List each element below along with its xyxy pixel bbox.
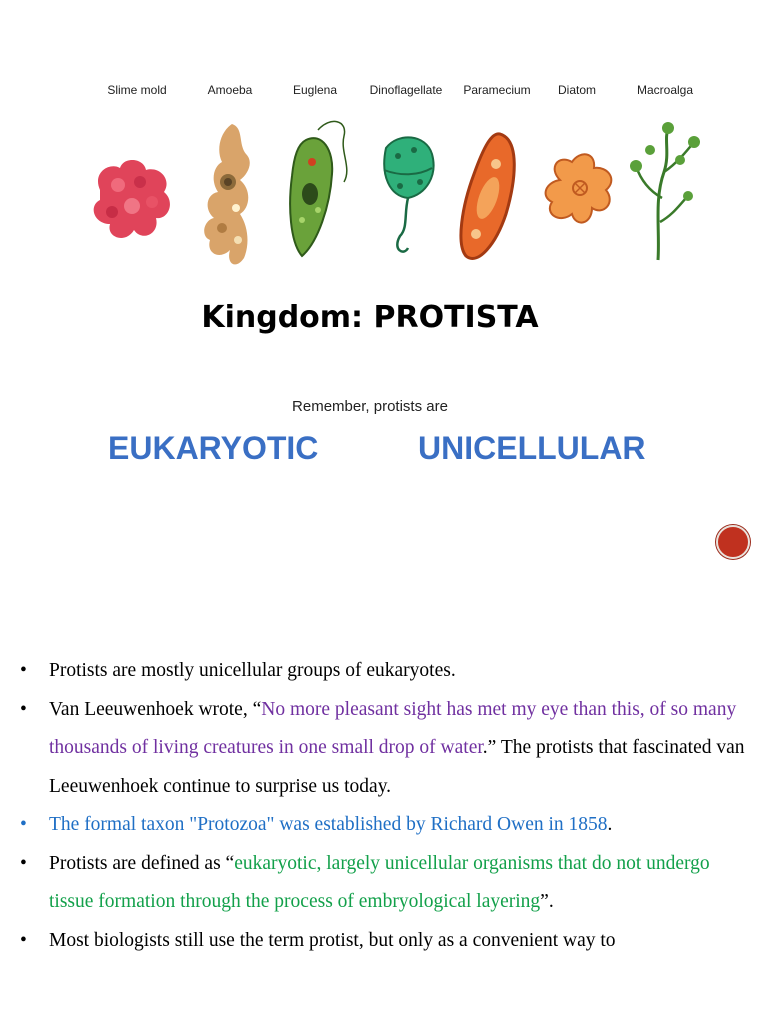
notes-list: [0, 652, 768, 960]
note-text: Protists are defined as “: [49, 852, 235, 874]
label-diatom: Diatom: [557, 83, 597, 97]
list-item: [0, 652, 768, 691]
label-macroalga: Macroalga: [636, 83, 694, 97]
label-amoeba: Amoeba: [207, 83, 253, 97]
leeuwenhoek-quote: No more pleasant sight has met my eye than this, of so many thousands of living creatures in one small drop of water: [49, 698, 737, 758]
remember-text: Remember, protists are: [292, 398, 448, 415]
bullet-icon: •: [20, 852, 27, 874]
macroalga-image: [630, 122, 700, 260]
red-circle-nav-icon[interactable]: [716, 525, 750, 559]
slime-mold-image: [94, 160, 170, 238]
list-item: [0, 845, 768, 922]
note-text: ”.: [540, 891, 554, 912]
euglena-image: [290, 121, 347, 256]
note-text: Van Leeuwenhoek wrote, “: [49, 698, 262, 720]
note-text: .” The protists that fascinated van Leeuwenhoek continue to surprise us today.: [49, 737, 745, 797]
list-item: [0, 922, 768, 961]
keyword-eukaryotic: EUKARYOTIC: [108, 430, 319, 466]
notes-section: [0, 652, 768, 960]
slide-title: Kingdom: PROTISTA: [201, 300, 539, 335]
protist-definition: eukaryotic, largely unicellular organisms that do not undergo tissue formation through the process of embryological layering: [49, 852, 710, 912]
note-text: .: [607, 814, 613, 835]
label-paramecium: Paramecium: [463, 83, 531, 97]
list-item: [0, 691, 768, 807]
label-euglena: Euglena: [292, 83, 338, 97]
label-dinoflagellate: Dinoflagellate: [369, 83, 443, 97]
list-item: [0, 806, 768, 845]
bullet-icon: •: [20, 929, 27, 951]
label-slime-mold: Slime mold: [107, 83, 167, 97]
paramecium-image: [461, 134, 514, 259]
amoeba-image: [204, 124, 250, 264]
bullet-icon: •: [20, 814, 27, 835]
organism-illustrations: [0, 110, 768, 285]
diatom-image: [546, 154, 612, 222]
note-text: Most biologists still use the term protist, but only as a convenient way to: [49, 929, 616, 951]
protozoa-note: The formal taxon "Protozoa" was established by Richard Owen in 1858: [49, 814, 608, 835]
note-text: Protists are mostly unicellular groups of eukaryotes.: [49, 660, 456, 681]
keyword-unicellular: UNICELLULAR: [418, 430, 646, 466]
bullet-icon: •: [20, 698, 27, 720]
bullet-icon: •: [20, 660, 27, 681]
dinoflagellate-image: [384, 137, 434, 251]
